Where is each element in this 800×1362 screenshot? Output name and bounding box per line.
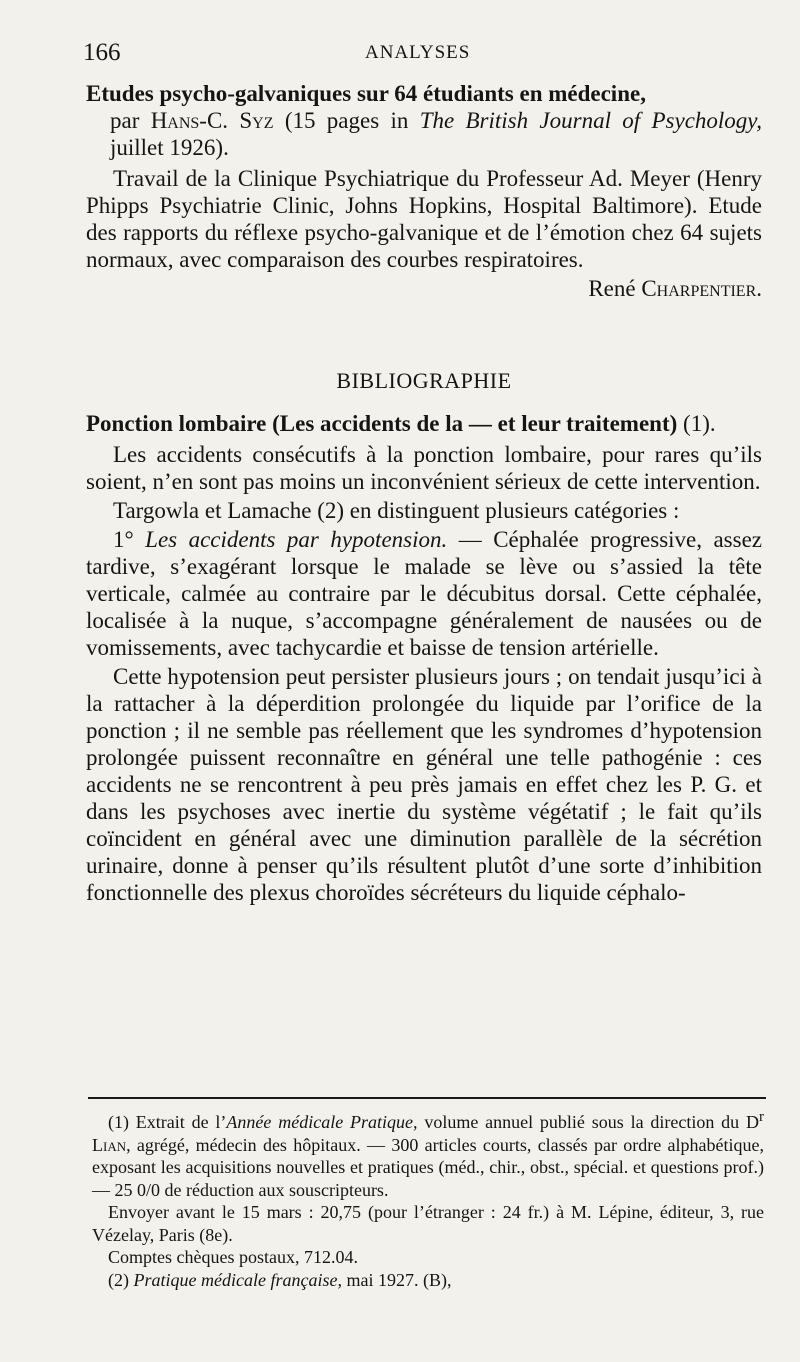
- footnote-2: [92, 1269, 764, 1292]
- footnote-1: [92, 1106, 764, 1201]
- entry-heading: [86, 410, 762, 437]
- analysis-title: [86, 80, 762, 161]
- fn1-italic: Année médicale Pratique,: [226, 1112, 418, 1132]
- entry-paragraph-2: Targowla et Lamache (2) en distinguent plusieurs catégories :: [113, 498, 680, 523]
- analysis-entry: [86, 80, 762, 302]
- analysis-signature: [86, 275, 762, 302]
- p3-italic: Les accidents par hypotension.: [145, 527, 448, 552]
- entry-heading-text: Ponction lombaire (Les accidents de la — et leur traitement): [86, 411, 678, 436]
- p3-number: 1°: [113, 527, 146, 552]
- byline-prefix: par: [110, 108, 151, 133]
- page-number: 166: [83, 39, 121, 66]
- footnote-1-send: Envoyer avant le 15 mars : 20,75 (pour l’étranger : 24 fr.) à M. Lépine, éditeur, 3, rue Vézelay, Paris (8e).: [92, 1202, 764, 1245]
- page-header: [83, 36, 773, 70]
- analysis-title-text: Etudes psycho-galvaniques sur 64 étudiants en médecine,: [86, 81, 646, 106]
- entry-paragraph-4: Cette hypotension peut persister plusieurs jours ; on tendait jusqu’ici à la rattacher à la déperdition prolongée du liquide par l’orifice de la ponction ; il ne semble pas réellement que les syndromes d’hypotension prolongée puissent reconnaître en général une telle pathogénie : ces accidents ne se rencontrent à peu près jamais en effet chez les P. G. et dans les psychoses avec inertie du système végétatif ; le fait qu’ils coïncident en général avec une diminution parallèle de la sécrétion urinaire, donne à penser qu’ils résultent plutôt d’une sorte d’inhibition fonctionnelle des plexus choroïdes sécréteurs du liquide céphalo-: [86, 664, 762, 905]
- fn1-post: agrégé, médecin des hôpitaux. — 300 articles courts, classés par ordre alphabétique, exposant les acquisitions nouvelles et pratiques (méd., chir., obst., spécial. et questions prof.) — 25 0/0 de réduction aux souscripteurs.: [92, 1134, 764, 1200]
- fn2-pre: (2): [108, 1269, 134, 1290]
- journal-title: The British Journal of Psychology,: [419, 108, 763, 133]
- footnote-rule: [88, 1097, 766, 1099]
- bibliography-entry: [86, 410, 762, 906]
- section-title: BIBLIOGRAPHIE: [336, 368, 512, 393]
- fn1-name: Lian,: [92, 1134, 131, 1155]
- p3-text: — Céphalée progressive, assez tardive, s’exagérant lorsque le malade se lève ou s’assied la tête verticale, calmée au contraire par le décubitus dorsal. Cette céphalée, localisée à la nuque, s’accompagne généralement de nausées ou de vomissements, avec tachycardie et baisse de tension artérielle.: [86, 527, 763, 660]
- entry-heading-note: (1).: [677, 411, 716, 436]
- fn1-mid: volume annuel publié sous la direction du D: [417, 1112, 759, 1132]
- footnotes: [92, 1106, 764, 1291]
- citation-post: juillet 1926).: [110, 135, 229, 160]
- citation-pre: (15 pages in: [273, 108, 420, 133]
- analysis-author: Hans-C. Syz: [150, 108, 274, 133]
- footnote-1-cheques: Comptes chèques postaux, 712.04.: [108, 1247, 358, 1267]
- entry-paragraph-3: [86, 526, 762, 661]
- running-head: ANALYSES: [365, 42, 471, 63]
- signature-last: Charpentier.: [641, 276, 762, 301]
- analysis-body: Travail de la Clinique Psychiatrique du Professeur Ad. Meyer (Henry Phipps Psychiatrie Clinic, Johns Hopkins, Hospital Baltimore). Etude des rapports du réflexe psycho-galvanique et de l’émotion chez 64 sujets normaux, avec comparaison des courbes respiratoires.: [86, 166, 762, 272]
- fn1-pre: (1) Extrait de l’: [108, 1112, 227, 1132]
- fn2-post: mai 1927. (B),: [341, 1269, 452, 1290]
- entry-paragraph-1: Les accidents consécutifs à la ponction lombaire, pour rares qu’ils soient, n’en sont pas moins un inconvénient sérieux de cette intervention.: [86, 442, 762, 494]
- fn2-italic: Pratique médicale française,: [133, 1269, 342, 1290]
- fn1-sup: r: [759, 1109, 764, 1125]
- signature-first: René: [588, 276, 642, 301]
